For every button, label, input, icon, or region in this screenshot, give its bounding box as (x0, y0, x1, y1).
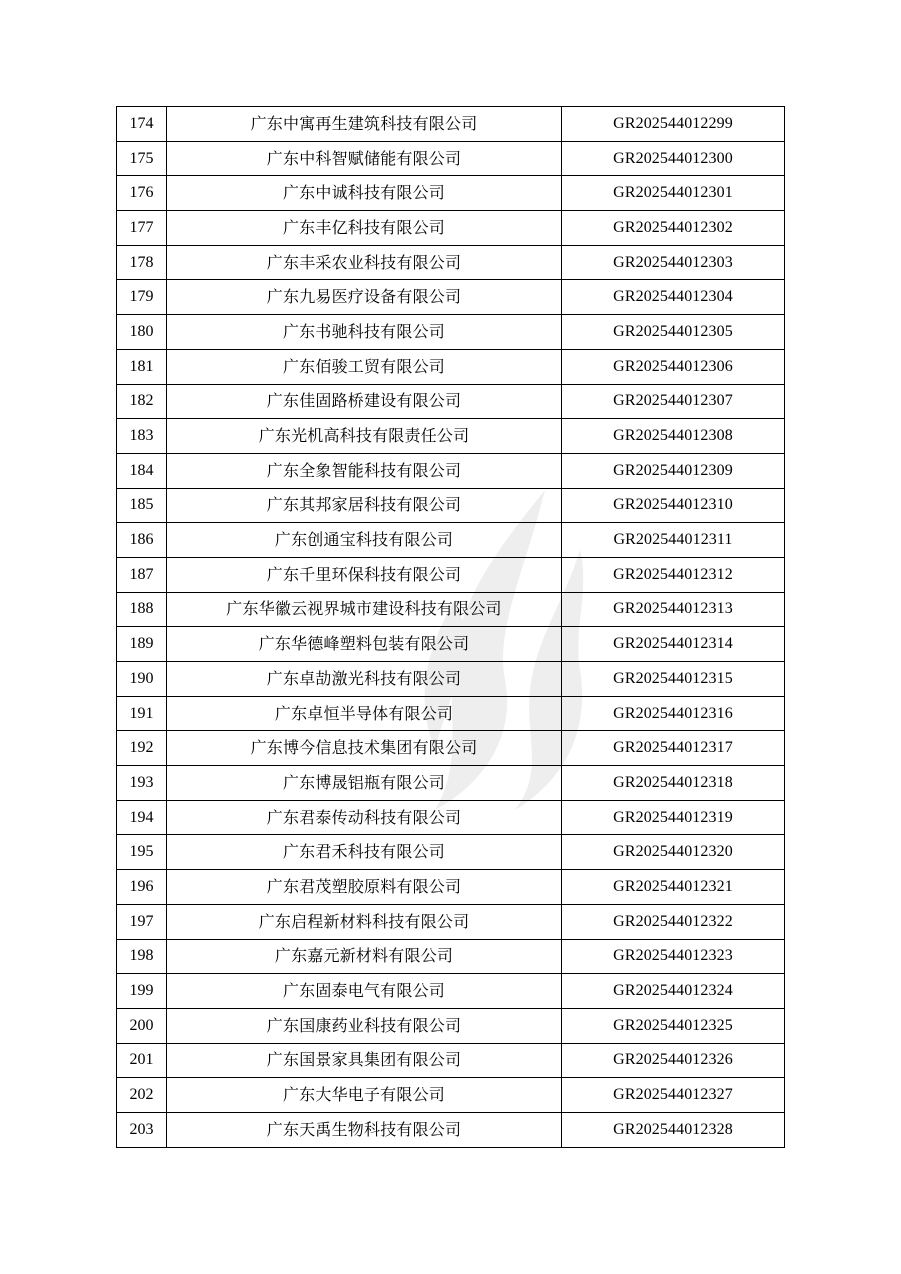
certificate-code-cell: GR202544012301 (562, 176, 785, 211)
row-number-cell: 188 (117, 592, 167, 627)
table-row (117, 592, 785, 627)
row-number-cell: 182 (117, 384, 167, 419)
certificate-code-cell: GR202544012322 (562, 904, 785, 939)
row-number-cell: 179 (117, 280, 167, 315)
company-name-cell: 广东君禾科技有限公司 (167, 835, 562, 870)
certificate-code-cell: GR202544012325 (562, 1008, 785, 1043)
row-number-cell: 202 (117, 1078, 167, 1113)
certificate-code-cell: GR202544012306 (562, 349, 785, 384)
company-name-cell: 广东君茂塑胶原料有限公司 (167, 870, 562, 905)
certificate-code-cell: GR202544012316 (562, 696, 785, 731)
certificate-code-cell: GR202544012302 (562, 211, 785, 246)
row-number-cell: 174 (117, 107, 167, 142)
table-row (117, 766, 785, 801)
certificate-code-cell: GR202544012300 (562, 141, 785, 176)
company-name-cell: 广东博今信息技术集团有限公司 (167, 731, 562, 766)
company-name-cell: 广东丰采农业科技有限公司 (167, 245, 562, 280)
company-name-cell: 广东光机高科技有限责任公司 (167, 419, 562, 454)
table-row (117, 662, 785, 697)
company-name-cell: 广东中诚科技有限公司 (167, 176, 562, 211)
table-row (117, 1078, 785, 1113)
company-name-cell: 广东君泰传动科技有限公司 (167, 800, 562, 835)
row-number-cell: 186 (117, 523, 167, 558)
certificate-code-cell: GR202544012311 (562, 523, 785, 558)
row-number-cell: 184 (117, 453, 167, 488)
table-row (117, 557, 785, 592)
row-number-cell: 203 (117, 1112, 167, 1147)
company-name-cell: 广东书驰科技有限公司 (167, 315, 562, 350)
row-number-cell: 191 (117, 696, 167, 731)
certificate-code-cell: GR202544012326 (562, 1043, 785, 1078)
company-name-cell: 广东华徽云视界城市建设科技有限公司 (167, 592, 562, 627)
company-name-cell: 广东其邦家居科技有限公司 (167, 488, 562, 523)
company-name-cell: 广东卓恒半导体有限公司 (167, 696, 562, 731)
certificate-code-cell: GR202544012324 (562, 974, 785, 1009)
row-number-cell: 201 (117, 1043, 167, 1078)
certificate-code-cell: GR202544012314 (562, 627, 785, 662)
table-row (117, 453, 785, 488)
row-number-cell: 176 (117, 176, 167, 211)
row-number-cell: 193 (117, 766, 167, 801)
table-row (117, 731, 785, 766)
table-row (117, 349, 785, 384)
row-number-cell: 177 (117, 211, 167, 246)
row-number-cell: 180 (117, 315, 167, 350)
certificate-code-cell: GR202544012321 (562, 870, 785, 905)
company-name-cell: 广东华德峰塑料包装有限公司 (167, 627, 562, 662)
table-row (117, 211, 785, 246)
table-row (117, 176, 785, 211)
row-number-cell: 178 (117, 245, 167, 280)
table-row (117, 245, 785, 280)
company-name-cell: 广东佰骏工贸有限公司 (167, 349, 562, 384)
row-number-cell: 175 (117, 141, 167, 176)
certificate-code-cell: GR202544012305 (562, 315, 785, 350)
certificate-code-cell: GR202544012328 (562, 1112, 785, 1147)
table-row (117, 835, 785, 870)
certificate-code-cell: GR202544012303 (562, 245, 785, 280)
certificate-code-cell: GR202544012320 (562, 835, 785, 870)
registration-table-body (117, 107, 785, 1148)
certificate-code-cell: GR202544012317 (562, 731, 785, 766)
table-row (117, 1112, 785, 1147)
company-name-cell: 广东博晟铝瓶有限公司 (167, 766, 562, 801)
row-number-cell: 196 (117, 870, 167, 905)
row-number-cell: 200 (117, 1008, 167, 1043)
company-name-cell: 广东创通宝科技有限公司 (167, 523, 562, 558)
company-name-cell: 广东丰亿科技有限公司 (167, 211, 562, 246)
company-name-cell: 广东千里环保科技有限公司 (167, 557, 562, 592)
certificate-code-cell: GR202544012318 (562, 766, 785, 801)
row-number-cell: 199 (117, 974, 167, 1009)
row-number-cell: 194 (117, 800, 167, 835)
company-name-cell: 广东中寓再生建筑科技有限公司 (167, 107, 562, 142)
row-number-cell: 192 (117, 731, 167, 766)
company-name-cell: 广东天禹生物科技有限公司 (167, 1112, 562, 1147)
table-row (117, 939, 785, 974)
table-row (117, 419, 785, 454)
certificate-code-cell: GR202544012323 (562, 939, 785, 974)
row-number-cell: 185 (117, 488, 167, 523)
table-row (117, 800, 785, 835)
row-number-cell: 197 (117, 904, 167, 939)
table-row (117, 280, 785, 315)
table-row (117, 384, 785, 419)
table-row (117, 870, 785, 905)
company-name-cell: 广东启程新材料科技有限公司 (167, 904, 562, 939)
table-row (117, 1043, 785, 1078)
certificate-code-cell: GR202544012308 (562, 419, 785, 454)
table-row (117, 488, 785, 523)
certificate-code-cell: GR202544012307 (562, 384, 785, 419)
row-number-cell: 189 (117, 627, 167, 662)
certificate-code-cell: GR202544012319 (562, 800, 785, 835)
certificate-code-cell: GR202544012313 (562, 592, 785, 627)
table-row (117, 627, 785, 662)
company-name-cell: 广东固泰电气有限公司 (167, 974, 562, 1009)
company-name-cell: 广东九易医疗设备有限公司 (167, 280, 562, 315)
registration-table (116, 106, 785, 1148)
table-row (117, 523, 785, 558)
table-row (117, 107, 785, 142)
certificate-code-cell: GR202544012309 (562, 453, 785, 488)
table-row (117, 974, 785, 1009)
certificate-code-cell: GR202544012310 (562, 488, 785, 523)
certificate-code-cell: GR202544012312 (562, 557, 785, 592)
company-name-cell: 广东国景家具集团有限公司 (167, 1043, 562, 1078)
company-name-cell: 广东国康药业科技有限公司 (167, 1008, 562, 1043)
table-row (117, 1008, 785, 1043)
company-name-cell: 广东佳固路桥建设有限公司 (167, 384, 562, 419)
row-number-cell: 190 (117, 662, 167, 697)
certificate-code-cell: GR202544012304 (562, 280, 785, 315)
table-row (117, 904, 785, 939)
certificate-code-cell: GR202544012299 (562, 107, 785, 142)
certificate-code-cell: GR202544012315 (562, 662, 785, 697)
row-number-cell: 183 (117, 419, 167, 454)
company-name-cell: 广东全象智能科技有限公司 (167, 453, 562, 488)
row-number-cell: 187 (117, 557, 167, 592)
certificate-code-cell: GR202544012327 (562, 1078, 785, 1113)
company-name-cell: 广东嘉元新材料有限公司 (167, 939, 562, 974)
table-row (117, 315, 785, 350)
company-name-cell: 广东大华电子有限公司 (167, 1078, 562, 1113)
table-row (117, 141, 785, 176)
table-row (117, 696, 785, 731)
company-name-cell: 广东中科智赋储能有限公司 (167, 141, 562, 176)
row-number-cell: 198 (117, 939, 167, 974)
company-name-cell: 广东卓劼激光科技有限公司 (167, 662, 562, 697)
row-number-cell: 181 (117, 349, 167, 384)
row-number-cell: 195 (117, 835, 167, 870)
